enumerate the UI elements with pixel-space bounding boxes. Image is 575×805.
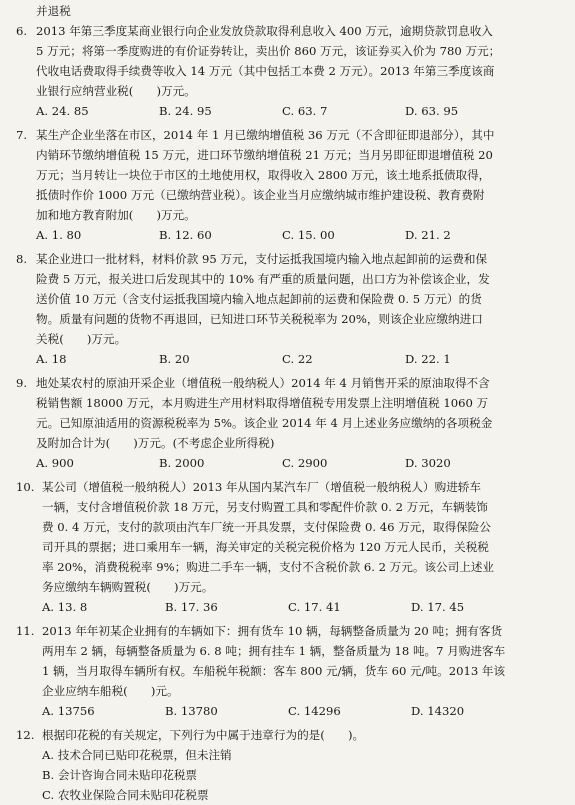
- question-text-line: 司开具的票据；进口乘用车一辆，海关审定的关税完税价格为 120 万元人民币，关税税: [42, 540, 489, 554]
- option-d: D. 22. 1: [405, 352, 451, 366]
- lead-line: 并退税: [36, 4, 71, 18]
- question-text-line: 加和地方教育附加( )万元。: [36, 208, 196, 222]
- question-text-line: 内销环节缴纳增值税 15 万元，进口环节缴纳增值税 21 万元；当月另即征即退增值税 20: [36, 148, 493, 162]
- question-text-line: 2013 年第三季度某商业银行向企业发放贷款取得利息收入 400 万元，逾期贷款罚息收入: [36, 24, 493, 38]
- question-text-line: 企业应纳车船税( )元。: [42, 684, 179, 698]
- option-c: C. 农牧业保险合同未贴印花税票: [42, 788, 209, 802]
- answer-options: [16, 225, 561, 245]
- question-text-line: 元。已知原油适用的资源税税率为 5%。该企业 2014 年 4 月上述业务应缴纳的各项税金: [36, 416, 493, 430]
- question-text-line: 某公司（增值税一般纳税人）2013 年从国内某汽车厂（增值税一般纳税人）购进轿车: [42, 480, 481, 494]
- answer-options: [16, 101, 561, 121]
- option-a: A. 18: [36, 352, 67, 366]
- question-text-line: 根据印花税的有关规定，下列行为中属于违章行为的是( )。: [42, 728, 365, 742]
- option-a: A. 24. 85: [36, 104, 89, 118]
- question-text-line: 某企业进口一批材料，材料价款 95 万元，支付运抵我国境内输入地点起卸前的运费和保: [36, 252, 488, 266]
- option-a: A. 900: [36, 456, 74, 470]
- question-text-line: 税销售额 18000 万元，本月购进生产用材料取得增值税专用发票上注明增值税 1060 万: [36, 396, 489, 410]
- option-c: C. 15. 00: [282, 228, 335, 242]
- question-text-line: 一辆，支付含增值税价款 18 万元，另支付购置工具和零配件价款 0. 2 万元，车辆装饰: [42, 500, 488, 514]
- question-number: 7.: [16, 128, 28, 142]
- option-a: A. 13756: [42, 704, 95, 718]
- question-text-line: 抵债时作价 1000 万元（已缴纳营业税）。该企业当月应缴纳城市维护建设税、教育费附: [36, 188, 485, 202]
- question-text-line: 某生产企业坐落在市区，2014 年 1 月已缴纳增值税 36 万元（不含即征即退部分），其中: [36, 128, 495, 142]
- question-text-line: 2013 年年初某企业拥有的车辆如下：拥有货车 10 辆，每辆整备质量为 20 吨；拥有客货: [42, 624, 503, 638]
- option-d: D. 21. 2: [405, 228, 451, 242]
- option-b: B. 17. 36: [165, 600, 218, 614]
- question-text-line: 1 辆，当月取得车辆所有权。车船税年税额：客车 800 元/辆，货车 60 元/吨。2013 年该: [42, 664, 506, 678]
- question-text-line: 业银行应纳营业税( )万元。: [36, 84, 196, 98]
- question-8: [16, 249, 561, 369]
- question-11: [16, 621, 561, 721]
- option-b: B. 24. 95: [159, 104, 212, 118]
- question-text-line: 地处某农村的原油开采企业（增值税一般纳税人）2014 年 4 月销售开采的原油取得不含: [36, 376, 490, 390]
- option-b: B. 20: [159, 352, 190, 366]
- option-c: C. 14296: [288, 704, 341, 718]
- option-c: C. 2900: [282, 456, 328, 470]
- question-text-line: 万元；当月转让一块位于市区的土地使用权，取得收入 2800 万元，该土地系抵债取得，: [36, 168, 491, 182]
- option-d: D. 17. 45: [411, 600, 465, 614]
- question-text-line: 代收电话费取得手续费等收入 14 万元（其中包括工本费 2 万元）。2013 年第三季度该商: [36, 64, 495, 78]
- question-6: [16, 21, 561, 121]
- question-number: 10.: [16, 480, 35, 494]
- answer-options: [16, 597, 561, 617]
- question-text-line: 5 万元；将第一季度购进的有价证券转让，卖出价 860 万元，该证券买入价为 780 万元；: [36, 44, 501, 58]
- question-text-line: 送价值 10 万元（含支付运抵我国境内输入地点起卸前的运费和保险费 0. 5 万元）的货: [36, 292, 482, 306]
- answer-options: [16, 453, 561, 473]
- option-a: A. 13. 8: [42, 600, 88, 614]
- question-text-line: 两用车 2 辆，每辆整备质量为 6. 8 吨；拥有挂车 1 辆，整备质量为 18 吨。7 月购进客车: [42, 644, 506, 658]
- option-c: C. 17. 41: [288, 600, 341, 614]
- question-text-line: 费 0. 4 万元，支付的款项由汽车厂统一开具发票，支付保险费 0. 46 万元，取得保险公: [42, 520, 491, 534]
- question-number: 9.: [16, 376, 28, 390]
- question-number: 12.: [16, 728, 35, 742]
- question-number: 11.: [16, 624, 35, 638]
- question-text-line: 务应缴纳车辆购置税( )万元。: [42, 580, 214, 594]
- option-b: B. 12. 60: [159, 228, 212, 242]
- question-number: 6.: [16, 24, 28, 38]
- question-text-line: 关税( )万元。: [36, 332, 127, 346]
- option-d: D. 14320: [411, 704, 465, 718]
- option-a: A. 1. 80: [36, 228, 82, 242]
- option-d: D. 63. 95: [405, 104, 459, 118]
- question-text-line: 率 20%，消费税税率 9%；购进二手车一辆，支付不含税价款 6. 2 万元。该公司上述业: [42, 560, 495, 574]
- question-7: [16, 125, 561, 245]
- question-9: [16, 373, 561, 473]
- option-c: C. 22: [282, 352, 313, 366]
- answer-options: [16, 349, 561, 369]
- option-b: B. 2000: [159, 456, 205, 470]
- option-a: A. 技术合同已贴印花税票，但未注销: [42, 748, 232, 762]
- question-text-line: 物。质量有问题的货物不再退回，已知进口环节关税税率为 20%，则该企业应缴纳进口: [36, 312, 483, 326]
- question-text-line: 险费 5 万元，报关进口后发现其中的 10% 有严重的质量问题，出口方为补偿该企业，发: [36, 272, 490, 286]
- question-10: [16, 477, 561, 617]
- option-c: C. 63. 7: [282, 104, 328, 118]
- answer-options: [16, 701, 561, 721]
- option-b: B. 会计咨询合同未贴印花税票: [42, 768, 198, 782]
- question-text-line: 及附加合计为( )万元。(不考虑企业所得税): [36, 436, 275, 450]
- question-number: 8.: [16, 252, 28, 266]
- question-12: [16, 725, 561, 805]
- option-d: D. 3020: [405, 456, 451, 470]
- option-b: B. 13780: [165, 704, 218, 718]
